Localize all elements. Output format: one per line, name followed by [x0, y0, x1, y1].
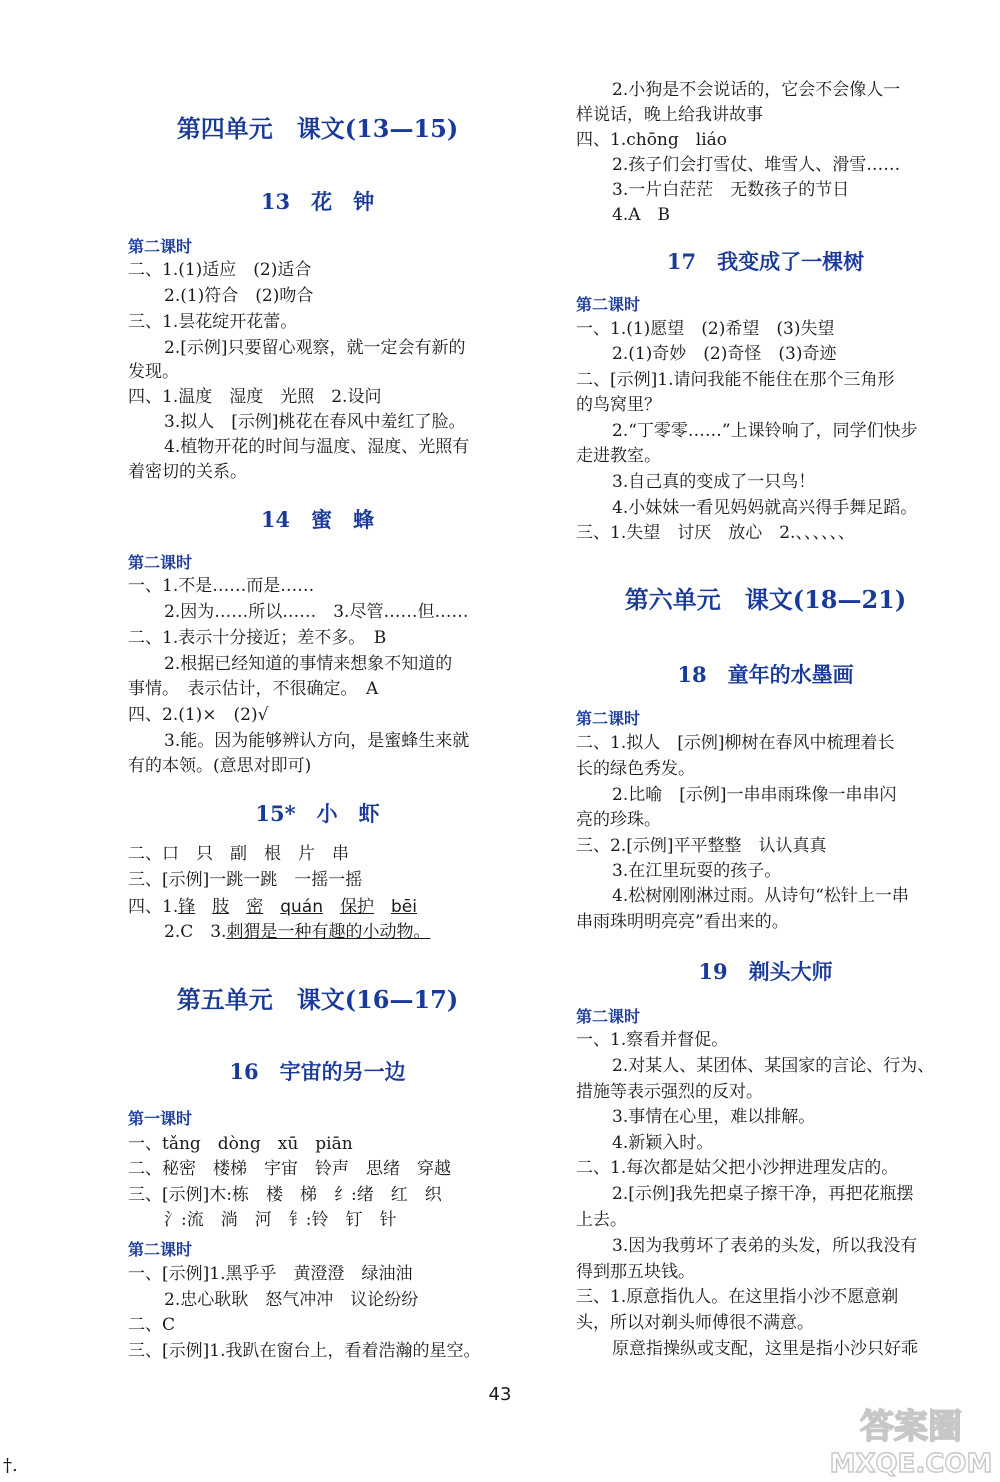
text-line: 3.在江里玩耍的孩子。 [612, 861, 782, 881]
text-line: 三、[示例]木:栋 楼 梯 纟:绪 红 织 [128, 1185, 442, 1205]
text-line: 串雨珠明明亮亮”看出来的。 [576, 912, 789, 932]
text-line [164, 920, 430, 944]
text-line: 2.对某人、某团体、某国家的言论、行为、 [612, 1056, 935, 1076]
text-line: 4.小妹妹一看见妈妈就高兴得手舞足蹈。 [612, 498, 918, 518]
text-line: 样说话，晚上给我讲故事 [576, 105, 763, 125]
lesson18-title: 18 童年的水墨画 [677, 662, 854, 687]
answer-pinyin: bēi [391, 897, 417, 917]
text-line: 二、1.每次都是姑父把小沙押进理发店的。 [576, 1158, 899, 1178]
text-line [128, 895, 417, 919]
lesson13-title: 13 花 钟 [260, 189, 375, 214]
text-line: 2.小狗是不会说话的，它会不会像人一 [612, 80, 901, 100]
text-line: 3.自己真的变成了一只鸟！ [612, 472, 816, 492]
text-line: 二、1.(1)适应 (2)适合 [128, 260, 312, 280]
page-number: 43 [488, 1384, 512, 1405]
lesson13-period: 第二课时 [128, 237, 193, 256]
answer-word: 密 [246, 897, 264, 917]
text-line: 二、1.表示十分接近；差不多。 B [128, 628, 387, 648]
lesson19-period: 第二课时 [576, 1007, 641, 1026]
text-line: 3.拟人 [示例]桃花在春风中羞红了脸。 [164, 412, 466, 432]
lesson17-period: 第二课时 [576, 295, 641, 314]
text-line: 3.事情在心里，难以排解。 [612, 1107, 816, 1127]
text-line: 2.[示例]我先把桌子擦干净，再把花瓶摆 [612, 1184, 914, 1204]
watermark-text-top: 答案圈 [860, 1407, 962, 1447]
text-line: 2.因为……所以…… 3.尽管……但…… [164, 602, 469, 622]
text-line: 四、1.温度 湿度 光照 2.设问 [128, 387, 382, 407]
answer-sentence: 刺猬是一种有趣的小动物。 [226, 922, 431, 942]
line-prefix: 四、1. [128, 897, 179, 917]
lesson16-period1: 第一课时 [128, 1109, 193, 1128]
lesson15-title: 15* 小 虾 [255, 801, 380, 826]
text-line: 一、1.不是……而是…… [128, 576, 315, 596]
text-line: 三、[示例]1.我趴在窗台上，看着浩瀚的星空。 [128, 1341, 481, 1361]
text-line: 二、秘密 楼梯 宇宙 铃声 思绪 穿越 [128, 1159, 451, 1179]
unit6-title: 第六单元 课文(18—21) [624, 585, 907, 614]
text-line: 一、[示例]1.黑乎乎 黄澄澄 绿油油 [128, 1264, 413, 1284]
text-line: 一、1.(1)愿望 (2)希望 (3)失望 [576, 319, 835, 339]
text-line: 着密切的关系。 [128, 462, 247, 482]
text-line: 3.因为我剪坏了表弟的头发，所以我没有 [612, 1236, 918, 1256]
text-line: 3.一片白茫茫 无数孩子的节日 [612, 180, 850, 200]
text-line: 一、1.察看并督促。 [576, 1030, 729, 1050]
lesson14-title: 14 蜜 蜂 [260, 507, 375, 532]
lesson16-period2: 第二课时 [128, 1240, 193, 1259]
text-line: 氵:流 淌 河 钅:铃 钉 针 [164, 1210, 397, 1230]
text-line: 三、1.原意指仇人。在这里指小沙不愿意剃 [576, 1287, 899, 1307]
answer-word: 保护 [340, 897, 374, 917]
text-line: 事情。 表示估计，不很确定。 A [128, 679, 379, 699]
text-line: 3.能。因为能够辨认方向，是蜜蜂生来就 [164, 731, 470, 751]
text-line: 有的本领。(意思对即可) [128, 756, 312, 776]
text-line: 2.(1)符合 (2)吻合 [164, 286, 314, 306]
answer-word: 肢 [212, 897, 230, 917]
corner-mark: †. [3, 1455, 18, 1476]
text-line: 2.根据已经知道的事情来想象不知道的 [164, 654, 453, 674]
text-line: 二、1.拟人 [示例]柳树在春风中梳理着长 [576, 733, 895, 753]
text-line: 4.A B [612, 205, 670, 225]
watermark-text-bottom: MXQE.COM [829, 1449, 993, 1478]
text-line: 三、1.失望 讨厌 放心 2.、、、、、、 [576, 523, 855, 543]
text-line: 4.新颖入时。 [612, 1133, 714, 1153]
lesson14-period: 第二课时 [128, 553, 193, 572]
lesson18-period: 第二课时 [576, 709, 641, 728]
text-line: 二、C [128, 1315, 176, 1335]
text-line: 上去。 [576, 1210, 627, 1230]
text-line: 措施等表示强烈的反对。 [576, 1082, 763, 1102]
text-line: 亮的珍珠。 [576, 810, 661, 830]
text-line: 2.“丁零零……”上课铃响了，同学们快步 [612, 421, 918, 441]
answer-word: 锋 [178, 897, 196, 917]
text-line: 三、2.[示例]平平整整 认认真真 [576, 836, 827, 856]
text-line: 2.比喻 [示例]一串串雨珠像一串串闪 [612, 785, 897, 805]
text-line: 2.(1)奇妙 (2)奇怪 (3)奇迹 [612, 344, 837, 364]
text-line: 长的绿色秀发。 [576, 759, 695, 779]
text-line: 头，所以对剃头师傅很不满意。 [576, 1313, 814, 1333]
text-line: 三、[示例]一跳一跳 一摇一摇 [128, 870, 363, 890]
lesson17-title: 17 我变成了一棵树 [666, 249, 865, 274]
text-line: 2.孩子们会打雪仗、堆雪人、滑雪…… [612, 155, 901, 175]
unit5-title: 第五单元 课文(16—17) [176, 985, 459, 1014]
text-line: 走进教室。 [576, 446, 661, 466]
unit4-title: 第四单元 课文(13—15) [176, 114, 459, 143]
text-line: 四、1.chōng liáo [576, 130, 727, 150]
text-line: 发现。 [128, 362, 179, 382]
text-line: 二、口 只 副 根 片 串 [128, 844, 349, 864]
text-line: 得到那五块钱。 [576, 1262, 695, 1282]
watermark-logo [826, 1402, 996, 1478]
answer-pinyin: quán [280, 897, 323, 917]
text-line: 三、1.昙花绽开花蕾。 [128, 312, 298, 332]
text-line: 2.忠心耿耿 怒气冲冲 议论纷纷 [164, 1290, 419, 1310]
text-line: 4.植物开花的时间与温度、湿度、光照有 [164, 437, 470, 457]
line-prefix: 2.C 3. [164, 922, 227, 942]
text-line: 的鸟窝里？ [576, 395, 661, 415]
lesson16-title: 16 宇宙的另一边 [229, 1059, 406, 1084]
text-line: 一、tǎng dòng xū piān [128, 1134, 353, 1154]
text-line: 4.松树刚刚淋过雨。从诗句“松针上一串 [612, 886, 909, 906]
text-line: 2.[示例]只要留心观察，就一定会有新的 [164, 338, 466, 358]
text-line: 二、[示例]1.请问我能不能住在那个三角形 [576, 370, 895, 390]
lesson19-title: 19 剃头大师 [698, 959, 833, 984]
text-line: 四、2.(1)× (2)√ [128, 705, 269, 725]
text-line: 原意指操纵或支配，这里是指小沙只好乖 [612, 1339, 918, 1359]
